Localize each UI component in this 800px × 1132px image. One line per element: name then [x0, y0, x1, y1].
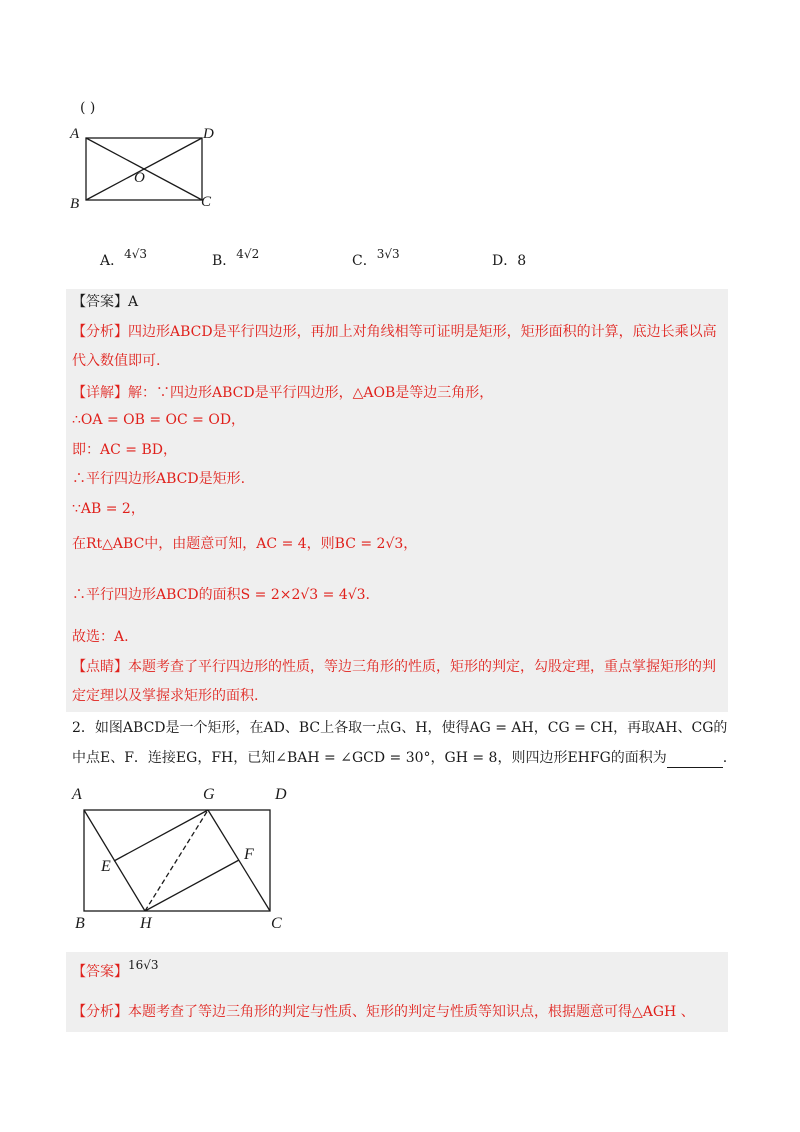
detail-line-3: 即：AC = BD， — [72, 442, 177, 458]
label-e: E — [101, 858, 111, 875]
comment-line-2: 定定理以及掌握求矩形的面积. — [72, 688, 259, 704]
detail-line-4: ∴平行四边形ABCD是矩形. — [72, 471, 246, 487]
label-d2: D — [275, 786, 287, 803]
option-a: A．4√3 — [100, 247, 148, 269]
option-d: D．8 — [492, 253, 527, 269]
question-2-line-2: 中点E、F．连接EG，FH，已知∠BAH = ∠GCD = 30°，GH = 8，则四边形EHFG的面积为 . — [72, 750, 728, 766]
analysis-line-1: 【分析】四边形ABCD是平行四边形，再加上对角线相等可证明是矩形，矩形面积的计算，底边长乘以高 — [72, 324, 717, 340]
answer-line-2: 【答案】16√3 — [72, 958, 159, 980]
label-c2: C — [271, 915, 282, 932]
detail-line-2: ∴OA = OB = OC = OD， — [72, 412, 246, 428]
answer-bracket: ( ) — [80, 100, 96, 116]
analysis-line-2: 代入数值即可. — [72, 353, 161, 369]
label-o: O — [134, 170, 145, 186]
label-b2: B — [75, 915, 85, 932]
label-h: H — [140, 915, 152, 932]
option-c: C．3√3 — [352, 247, 400, 269]
label-g: G — [203, 786, 215, 803]
choice-line: 故选：A. — [72, 629, 129, 645]
comment-line-1: 【点睛】本题考查了平行四边形的性质，等边三角形的性质，矩形的判定，勾股定理，重点掌握矩形的判 — [72, 659, 716, 675]
label-c: C — [201, 194, 212, 210]
detail-line-5: ∵AB = 2， — [72, 501, 145, 517]
answer-blank[interactable] — [667, 753, 723, 768]
label-f: F — [244, 846, 254, 863]
detail-line-6: 在Rt△ABC中，由题意可知，AC = 4，则BC = 2√3， — [72, 536, 418, 552]
label-d: D — [203, 126, 214, 142]
option-b: B．4√2 — [212, 247, 260, 269]
detail-line-1: 【详解】解：∵四边形ABCD是平行四边形，△AOB是等边三角形， — [72, 385, 494, 401]
label-a: A — [70, 126, 80, 142]
solution-panel-1 — [66, 289, 728, 712]
detail-line-7: ∴平行四边形ABCD的面积S = 2×2√3 = 4√3. — [72, 587, 371, 603]
label-b: B — [70, 196, 80, 212]
answer-line-1: 【答案】A — [72, 294, 139, 310]
analysis-line-q2: 【分析】本题考查了等边三角形的判定与性质、矩形的判定与性质等知识点，根据题意可得△AGH 、 — [72, 1004, 695, 1020]
label-a2: A — [72, 786, 82, 803]
question-2-line-1: 2．如图ABCD是一个矩形，在AD、BC上各取一点G、H，使得AG = AH，CG = CH，再取AH、CG的 — [72, 720, 728, 736]
